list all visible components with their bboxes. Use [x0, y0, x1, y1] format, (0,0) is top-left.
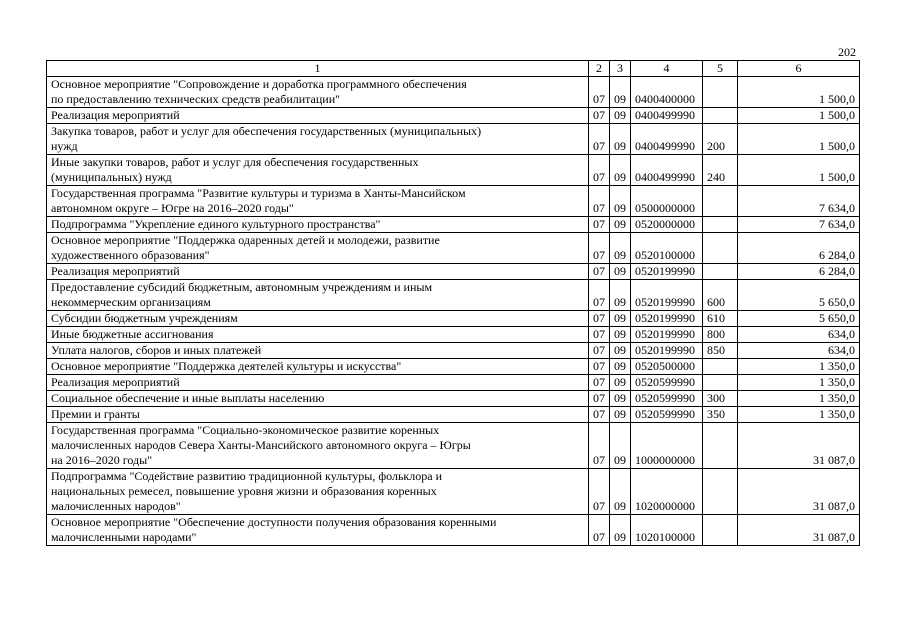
row-target-article-cell: 0500000000: [631, 186, 703, 217]
row-name-line: национальных ремесел, повышение уровня жизни и образования коренных: [51, 484, 437, 498]
row-name-cell: [47, 77, 589, 108]
row-name-line: Иные бюджетные ассигнования: [51, 327, 214, 341]
table-row: [47, 423, 860, 469]
row-name-line: малочисленных народов Севера Ханты-Мансийского автономного округа – Югры: [51, 438, 471, 452]
row-name-cell: [47, 359, 589, 375]
row-name-cell: [47, 407, 589, 423]
row-expense-type-cell: 350: [703, 407, 738, 423]
table-row: [47, 311, 860, 327]
row-name-cell: [47, 264, 589, 280]
table-row: [47, 124, 860, 155]
header-row: [47, 61, 860, 77]
row-target-article-cell: 0520199990: [631, 264, 703, 280]
row-amount-cell: 1 500,0: [738, 108, 860, 124]
row-name-line: на 2016–2020 годы": [51, 453, 153, 467]
row-name-cell: [47, 343, 589, 359]
row-name-line: художественного образования": [51, 248, 210, 262]
table-row: [47, 327, 860, 343]
row-target-article-cell: 1020100000: [631, 515, 703, 546]
row-target-article-cell: 0520100000: [631, 233, 703, 264]
row-name-cell: [47, 155, 589, 186]
row-section-cell: 07: [589, 217, 610, 233]
row-amount-cell: 1 500,0: [738, 77, 860, 108]
row-target-article-cell: 0520199990: [631, 311, 703, 327]
table-row: [47, 343, 860, 359]
row-target-article-cell: 0520599990: [631, 375, 703, 391]
table-row: [47, 391, 860, 407]
row-amount-cell: 1 500,0: [738, 155, 860, 186]
row-amount-cell: 31 087,0: [738, 469, 860, 515]
row-subsection-cell: 09: [610, 423, 631, 469]
row-name-line: малочисленных народов": [51, 499, 181, 513]
row-name-line: Подпрограмма "Содействие развитию традиционной культуры, фольклора и: [51, 469, 442, 483]
table-row: [47, 469, 860, 515]
row-section-cell: 07: [589, 327, 610, 343]
row-target-article-cell: 0520599990: [631, 391, 703, 407]
row-amount-cell: 31 087,0: [738, 423, 860, 469]
table-row: [47, 217, 860, 233]
row-name-cell: [47, 108, 589, 124]
row-name-cell: [47, 469, 589, 515]
row-subsection-cell: 09: [610, 264, 631, 280]
row-section-cell: 07: [589, 469, 610, 515]
row-name-line: Основное мероприятие "Поддержка одаренных детей и молодежи, развитие: [51, 233, 440, 247]
table-row: [47, 515, 860, 546]
row-expense-type-cell: [703, 423, 738, 469]
row-expense-type-cell: 850: [703, 343, 738, 359]
row-name-line: (муниципальных) нужд: [51, 170, 172, 184]
table-row: [47, 359, 860, 375]
row-expense-type-cell: [703, 77, 738, 108]
row-target-article-cell: 1020000000: [631, 469, 703, 515]
row-amount-cell: 634,0: [738, 327, 860, 343]
row-expense-type-cell: [703, 108, 738, 124]
row-subsection-cell: 09: [610, 108, 631, 124]
row-name-cell: [47, 233, 589, 264]
row-subsection-cell: 09: [610, 343, 631, 359]
row-subsection-cell: 09: [610, 155, 631, 186]
row-name-line: Подпрограмма "Укрепление единого культурного пространства": [51, 217, 381, 231]
row-name-cell: [47, 186, 589, 217]
row-name-cell: [47, 327, 589, 343]
row-name-line: Реализация мероприятий: [51, 375, 180, 389]
table-row: [47, 77, 860, 108]
row-amount-cell: 634,0: [738, 343, 860, 359]
row-name-line: Государственная программа "Социально-экономическое развитие коренных: [51, 423, 440, 437]
budget-table: [46, 60, 860, 546]
row-target-article-cell: 0400400000: [631, 77, 703, 108]
row-subsection-cell: 09: [610, 77, 631, 108]
row-name-line: Государственная программа "Развитие культуры и туризма в Ханты-Мансийском: [51, 186, 466, 200]
row-name-cell: [47, 217, 589, 233]
row-target-article-cell: 0520599990: [631, 407, 703, 423]
row-amount-cell: 6 284,0: [738, 264, 860, 280]
row-section-cell: 07: [589, 391, 610, 407]
row-subsection-cell: 09: [610, 359, 631, 375]
row-target-article-cell: 0520199990: [631, 343, 703, 359]
row-expense-type-cell: 800: [703, 327, 738, 343]
row-section-cell: 07: [589, 423, 610, 469]
row-target-article-cell: 1000000000: [631, 423, 703, 469]
header-cell-subsection: 3: [610, 61, 631, 77]
row-expense-type-cell: [703, 264, 738, 280]
row-name-cell: [47, 423, 589, 469]
row-section-cell: 07: [589, 375, 610, 391]
row-expense-type-cell: 610: [703, 311, 738, 327]
row-subsection-cell: 09: [610, 391, 631, 407]
row-section-cell: 07: [589, 407, 610, 423]
row-name-cell: [47, 124, 589, 155]
row-subsection-cell: 09: [610, 375, 631, 391]
row-section-cell: 07: [589, 77, 610, 108]
row-amount-cell: 7 634,0: [738, 186, 860, 217]
row-section-cell: 07: [589, 186, 610, 217]
row-name-line: Субсидии бюджетным учреждениям: [51, 311, 238, 325]
row-subsection-cell: 09: [610, 469, 631, 515]
row-name-cell: [47, 311, 589, 327]
row-expense-type-cell: [703, 359, 738, 375]
row-target-article-cell: 0520000000: [631, 217, 703, 233]
row-section-cell: 07: [589, 359, 610, 375]
row-expense-type-cell: 300: [703, 391, 738, 407]
row-section-cell: 07: [589, 280, 610, 311]
row-section-cell: 07: [589, 233, 610, 264]
row-name-line: Закупка товаров, работ и услуг для обеспечения государственных (муниципальных): [51, 124, 482, 138]
row-amount-cell: 6 284,0: [738, 233, 860, 264]
row-subsection-cell: 09: [610, 233, 631, 264]
header-cell-section: 2: [589, 61, 610, 77]
row-section-cell: 07: [589, 155, 610, 186]
page-number: 202: [838, 45, 856, 59]
row-target-article-cell: 0520199990: [631, 327, 703, 343]
row-name-line: Социальное обеспечение и иные выплаты населению: [51, 391, 325, 405]
row-subsection-cell: 09: [610, 311, 631, 327]
table-row: [47, 280, 860, 311]
row-name-line: малочисленными народами": [51, 530, 197, 544]
row-expense-type-cell: [703, 233, 738, 264]
row-subsection-cell: 09: [610, 217, 631, 233]
row-section-cell: 07: [589, 124, 610, 155]
row-target-article-cell: 0520500000: [631, 359, 703, 375]
row-amount-cell: 1 350,0: [738, 391, 860, 407]
row-expense-type-cell: [703, 375, 738, 391]
table-row: [47, 186, 860, 217]
row-subsection-cell: 09: [610, 280, 631, 311]
table-row: [47, 407, 860, 423]
row-expense-type-cell: [703, 515, 738, 546]
row-subsection-cell: 09: [610, 407, 631, 423]
header-cell-target-article: 4: [631, 61, 703, 77]
row-subsection-cell: 09: [610, 186, 631, 217]
table-row: [47, 375, 860, 391]
row-section-cell: 07: [589, 264, 610, 280]
row-name-line: Иные закупки товаров, работ и услуг для обеспечения государственных: [51, 155, 419, 169]
row-target-article-cell: 0520199990: [631, 280, 703, 311]
row-expense-type-cell: 200: [703, 124, 738, 155]
row-amount-cell: 1 350,0: [738, 407, 860, 423]
table-row: [47, 233, 860, 264]
row-expense-type-cell: [703, 186, 738, 217]
row-name-cell: [47, 375, 589, 391]
row-expense-type-cell: 240: [703, 155, 738, 186]
row-amount-cell: 5 650,0: [738, 280, 860, 311]
row-expense-type-cell: 600: [703, 280, 738, 311]
row-name-line: Премии и гранты: [51, 407, 140, 421]
row-amount-cell: 1 350,0: [738, 359, 860, 375]
row-target-article-cell: 0400499990: [631, 124, 703, 155]
table-row: [47, 155, 860, 186]
row-expense-type-cell: [703, 469, 738, 515]
row-subsection-cell: 09: [610, 124, 631, 155]
row-name-line: Предоставление субсидий бюджетным, автономным учреждениям и иным: [51, 280, 433, 294]
row-section-cell: 07: [589, 343, 610, 359]
row-name-line: Основное мероприятие "Обеспечение доступности получения образования коренными: [51, 515, 497, 529]
row-name-line: Основное мероприятие "Поддержка деятелей культуры и искусства": [51, 359, 402, 373]
row-name-line: Реализация мероприятий: [51, 264, 180, 278]
row-section-cell: 07: [589, 108, 610, 124]
row-name-line: автономном округе – Югре на 2016–2020 годы": [51, 201, 294, 215]
row-section-cell: 07: [589, 515, 610, 546]
table-row: [47, 264, 860, 280]
row-subsection-cell: 09: [610, 327, 631, 343]
row-amount-cell: 7 634,0: [738, 217, 860, 233]
header-cell-expense-type: 5: [703, 61, 738, 77]
row-name-line: Уплата налогов, сборов и иных платежей: [51, 343, 262, 357]
row-name-cell: [47, 280, 589, 311]
row-amount-cell: 31 087,0: [738, 515, 860, 546]
row-amount-cell: 1 350,0: [738, 375, 860, 391]
row-expense-type-cell: [703, 217, 738, 233]
row-target-article-cell: 0400499990: [631, 155, 703, 186]
row-subsection-cell: 09: [610, 515, 631, 546]
row-name-line: некоммерческим организациям: [51, 295, 211, 309]
row-name-cell: [47, 515, 589, 546]
row-name-line: Реализация мероприятий: [51, 108, 180, 122]
row-amount-cell: 1 500,0: [738, 124, 860, 155]
row-name-line: Основное мероприятие "Сопровождение и доработка программного обеспечения: [51, 77, 467, 91]
row-section-cell: 07: [589, 311, 610, 327]
row-name-line: по предоставлению технических средств реабилитации": [51, 92, 341, 106]
header-cell-name: 1: [47, 61, 589, 77]
header-cell-amount: 6: [738, 61, 860, 77]
row-name-cell: [47, 391, 589, 407]
row-target-article-cell: 0400499990: [631, 108, 703, 124]
row-amount-cell: 5 650,0: [738, 311, 860, 327]
row-name-line: нужд: [51, 139, 78, 153]
table-row: [47, 108, 860, 124]
